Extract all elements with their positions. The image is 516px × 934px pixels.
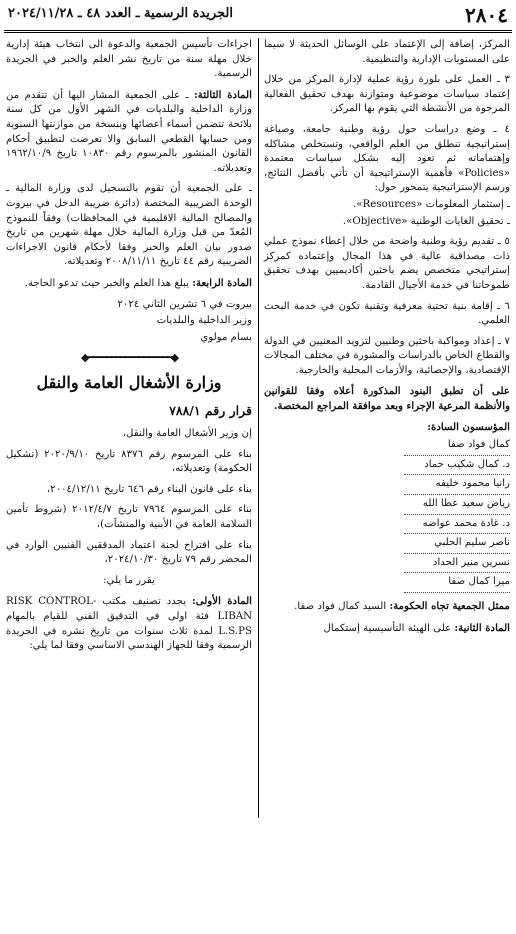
paragraph: ٦ ـ إقامة بنية تحتية معرفية وتقنية تكون في خدمة البحث العلمي. (264, 300, 510, 327)
article-two (264, 621, 510, 637)
decree-number: قرار رقم ٧٨٨/١ (169, 403, 252, 419)
founders-title: المؤسسون السادة: (427, 420, 510, 433)
decides-line: يقرر ما يلي: (103, 574, 155, 586)
ministry-title: وزارة الأشغال العامة والنقل (36, 372, 222, 392)
column-divider (258, 38, 259, 818)
founder-name: نسرين منير الحداد (404, 554, 510, 574)
paragraph: ٧ ـ إعداد ومواكبة باحثين وطنيين لتزويد المعنيين في الدولة والقطاع الخاص بالدراسات والمشورة في مختلف المجالات الإقتصادية، والإحصائية، والأزمات المحلية والخارجية. (264, 335, 510, 376)
representative-value: السيد كمال فواد صفا. (294, 601, 387, 612)
founder-name: رياض سعيد عطا الله (404, 495, 510, 515)
preamble-line: إن وزير الأشغال العامة والنقل، (122, 428, 252, 440)
preamble-line: بناء على المرسوم رقم ٨٣٧٦ تاريخ ٢٠٢٠/٩/١٠ (تشكيل الحكومة) وتعديلاته، (6, 448, 253, 475)
founder-name: د. غادة محمد عواضه (404, 515, 510, 535)
page-number: ٢٨٠٤ (465, 3, 508, 27)
article-label: المادة الرابعة: (192, 276, 252, 289)
paragraph: ٤ ـ وضع دراسات حول رؤية وطنية جامعة، وصياغة إستراتيجية تنطلق من العلم الواقعي، وتستخلص مشاكله وإهتماماته ثم تعود إليه بشكل سياسات معتمدة «Policies» فأهمية الإستراتيجية أن تأتي بأفضل النتائج، ورسم الإستراتيجية يتمحور حول: (264, 123, 510, 194)
paragraph: ٥ ـ تقديم رؤية وطنية واضحة من خلال إعطاء نموذج عملي ذات مصداقية عالية في هذا المجال وإعتماده كمركز إستراتيجي متخصص يضم باحثين أكاديميين بهدف تحقيق طموحاتنا في خدمة الأجيال القادمة. (264, 236, 510, 291)
founder-name: ميرا كمال صفا (404, 573, 510, 593)
paragraph: ٣ ـ العمل على بلورة رؤية عملية لإدارة المركز من خلال إعتماد سياسات موضوعية ومتوازنة بهدف تحقيق الفعالية المرجوة من الأنشطة التي يقوم بها المركز. (264, 74, 510, 115)
article-text: يبلغ هذا العلم والخبر حيث تدعو الحاجة. (24, 277, 190, 289)
gazette-issue-line: الجريدة الرسمية ـ العدد ٤٨ ـ ٢٠٢٤/١١/٢٨ (8, 6, 234, 21)
list-item: ـ إستثمار المعلومات «Resources». (353, 198, 510, 210)
founder-name: د. كمال شكيب حماد (404, 456, 510, 476)
article-text: يجدد تصنيف مكتب RISK CONTROL- LIBAN فئة اولى في التدقيق الفني للقيام بالمهام L.S.PS لمدة ثلاث سنوات من تاريخ نشره في الجريدة الرسمية وفقا للجهاز الهندسي الاساسي وفقا لما يلي: (6, 596, 252, 652)
place-date: بيروت في ٦ تشرين الثاني ٢٠٢٤ (117, 298, 252, 310)
founder-name: ناصر سليم الحلبي (404, 534, 510, 554)
founder-name: رانيا محمود خليفه (404, 475, 510, 495)
preamble-line: بناء على اقتراح لجنة اعتماد المدققين الفنيين الوارد في المحضر رقم ٧٩ تاريخ ٢٠٢٤/١٠/٣٠، (6, 539, 252, 566)
founder-name: كمال فواد صفا (404, 436, 510, 456)
paragraph: المركز، إضافة إلى الإعتماد على الوسائل الحديثة لا سيما على المستويات الإدارية والتنظيمية. (264, 39, 510, 65)
founders-list (264, 436, 510, 593)
article-three (6, 88, 252, 177)
signature-block (6, 298, 252, 346)
paragraph: اجراءات تأسيس الجمعية والدعوة الى انتخاب هيئة إدارية خلال مهلة سنة من تاريخ نشر العلم والخبر في الجريدة الرسمية. (6, 39, 252, 80)
representative-label: ممثل الجمعية تجاه الحكومة: (389, 600, 510, 612)
page-header (0, 0, 516, 30)
header-rule (4, 30, 512, 33)
minister-title: وزير الداخلية والبلديات (156, 315, 252, 327)
preamble-line: بناء على المرسوم ٧٩٦٤ تاريخ ٢٠١٢/٤/٧ (شروط تأمين السلامة العامة في الأبنية والمنشآت)، (6, 504, 252, 531)
article-label: المادة الأولى: (192, 595, 253, 608)
section-ornament: ◆━━━━━━━━━━━━━━━━━━◆ (80, 351, 178, 365)
paragraph-bold: على أن تطبق البنود المذكورة أعلاه وفقا للقوانين والأنظمة المرعية الإجراء وبعد موافقة المراجع المختصة. (264, 385, 510, 413)
paragraph: ـ على الجمعية أن تقوم بالتسجيل لدى وزارة المالية ـ الوحدة الضريبية المختصة (دائرة ضريبة الدخل في بيروت والمصالح المالية الاقليمية في المحافظات) وفقاً للنموذج المُعدّ من قبل وزارة المالية خلال مهلة شهرين من تاريخ صدور بيان العلم والخبر وفقا لأحكام قانون الاجراءات الضريبية رقم ٤٤ تاريخ ٢٠٠٨/١١/١١ وتعديلاته. (6, 183, 252, 268)
list-item: ـ تحقيق الغايات الوطنية «Objective». (342, 215, 510, 227)
minister-name: بسام مولوي (200, 331, 252, 343)
article-label: المادة الثانية: (454, 621, 510, 634)
representative (264, 599, 510, 615)
preamble-line: بناء على قانون البناء رقم ٦٤٦ تاريخ ٢٠٠٤/١٢/١١، (46, 483, 252, 495)
left-column (6, 38, 252, 660)
article-one (6, 594, 252, 653)
article-text: ـ على الجمعية المشار اليها أن تتقدم من وزارة الداخلية والبلديات في الشهر الأول من كل سنة بلائحة تتضمن أسماء أعضائها وبنسخة من موازنتها السنوية ومن حسابها القطعي السابق والا تعرضت لتطبيق أحكام القانون المنشور بالمرسوم رقم ١٠٨٣٠ تاريخ ١٩٦٢/١٠/٩ وتعديلاته. (6, 89, 253, 174)
right-column (264, 38, 510, 642)
article-label: المادة الثالثة: (193, 88, 252, 101)
article-four (6, 276, 252, 292)
article-text: على الهيئة التأسيسية إستكمال (323, 622, 452, 634)
